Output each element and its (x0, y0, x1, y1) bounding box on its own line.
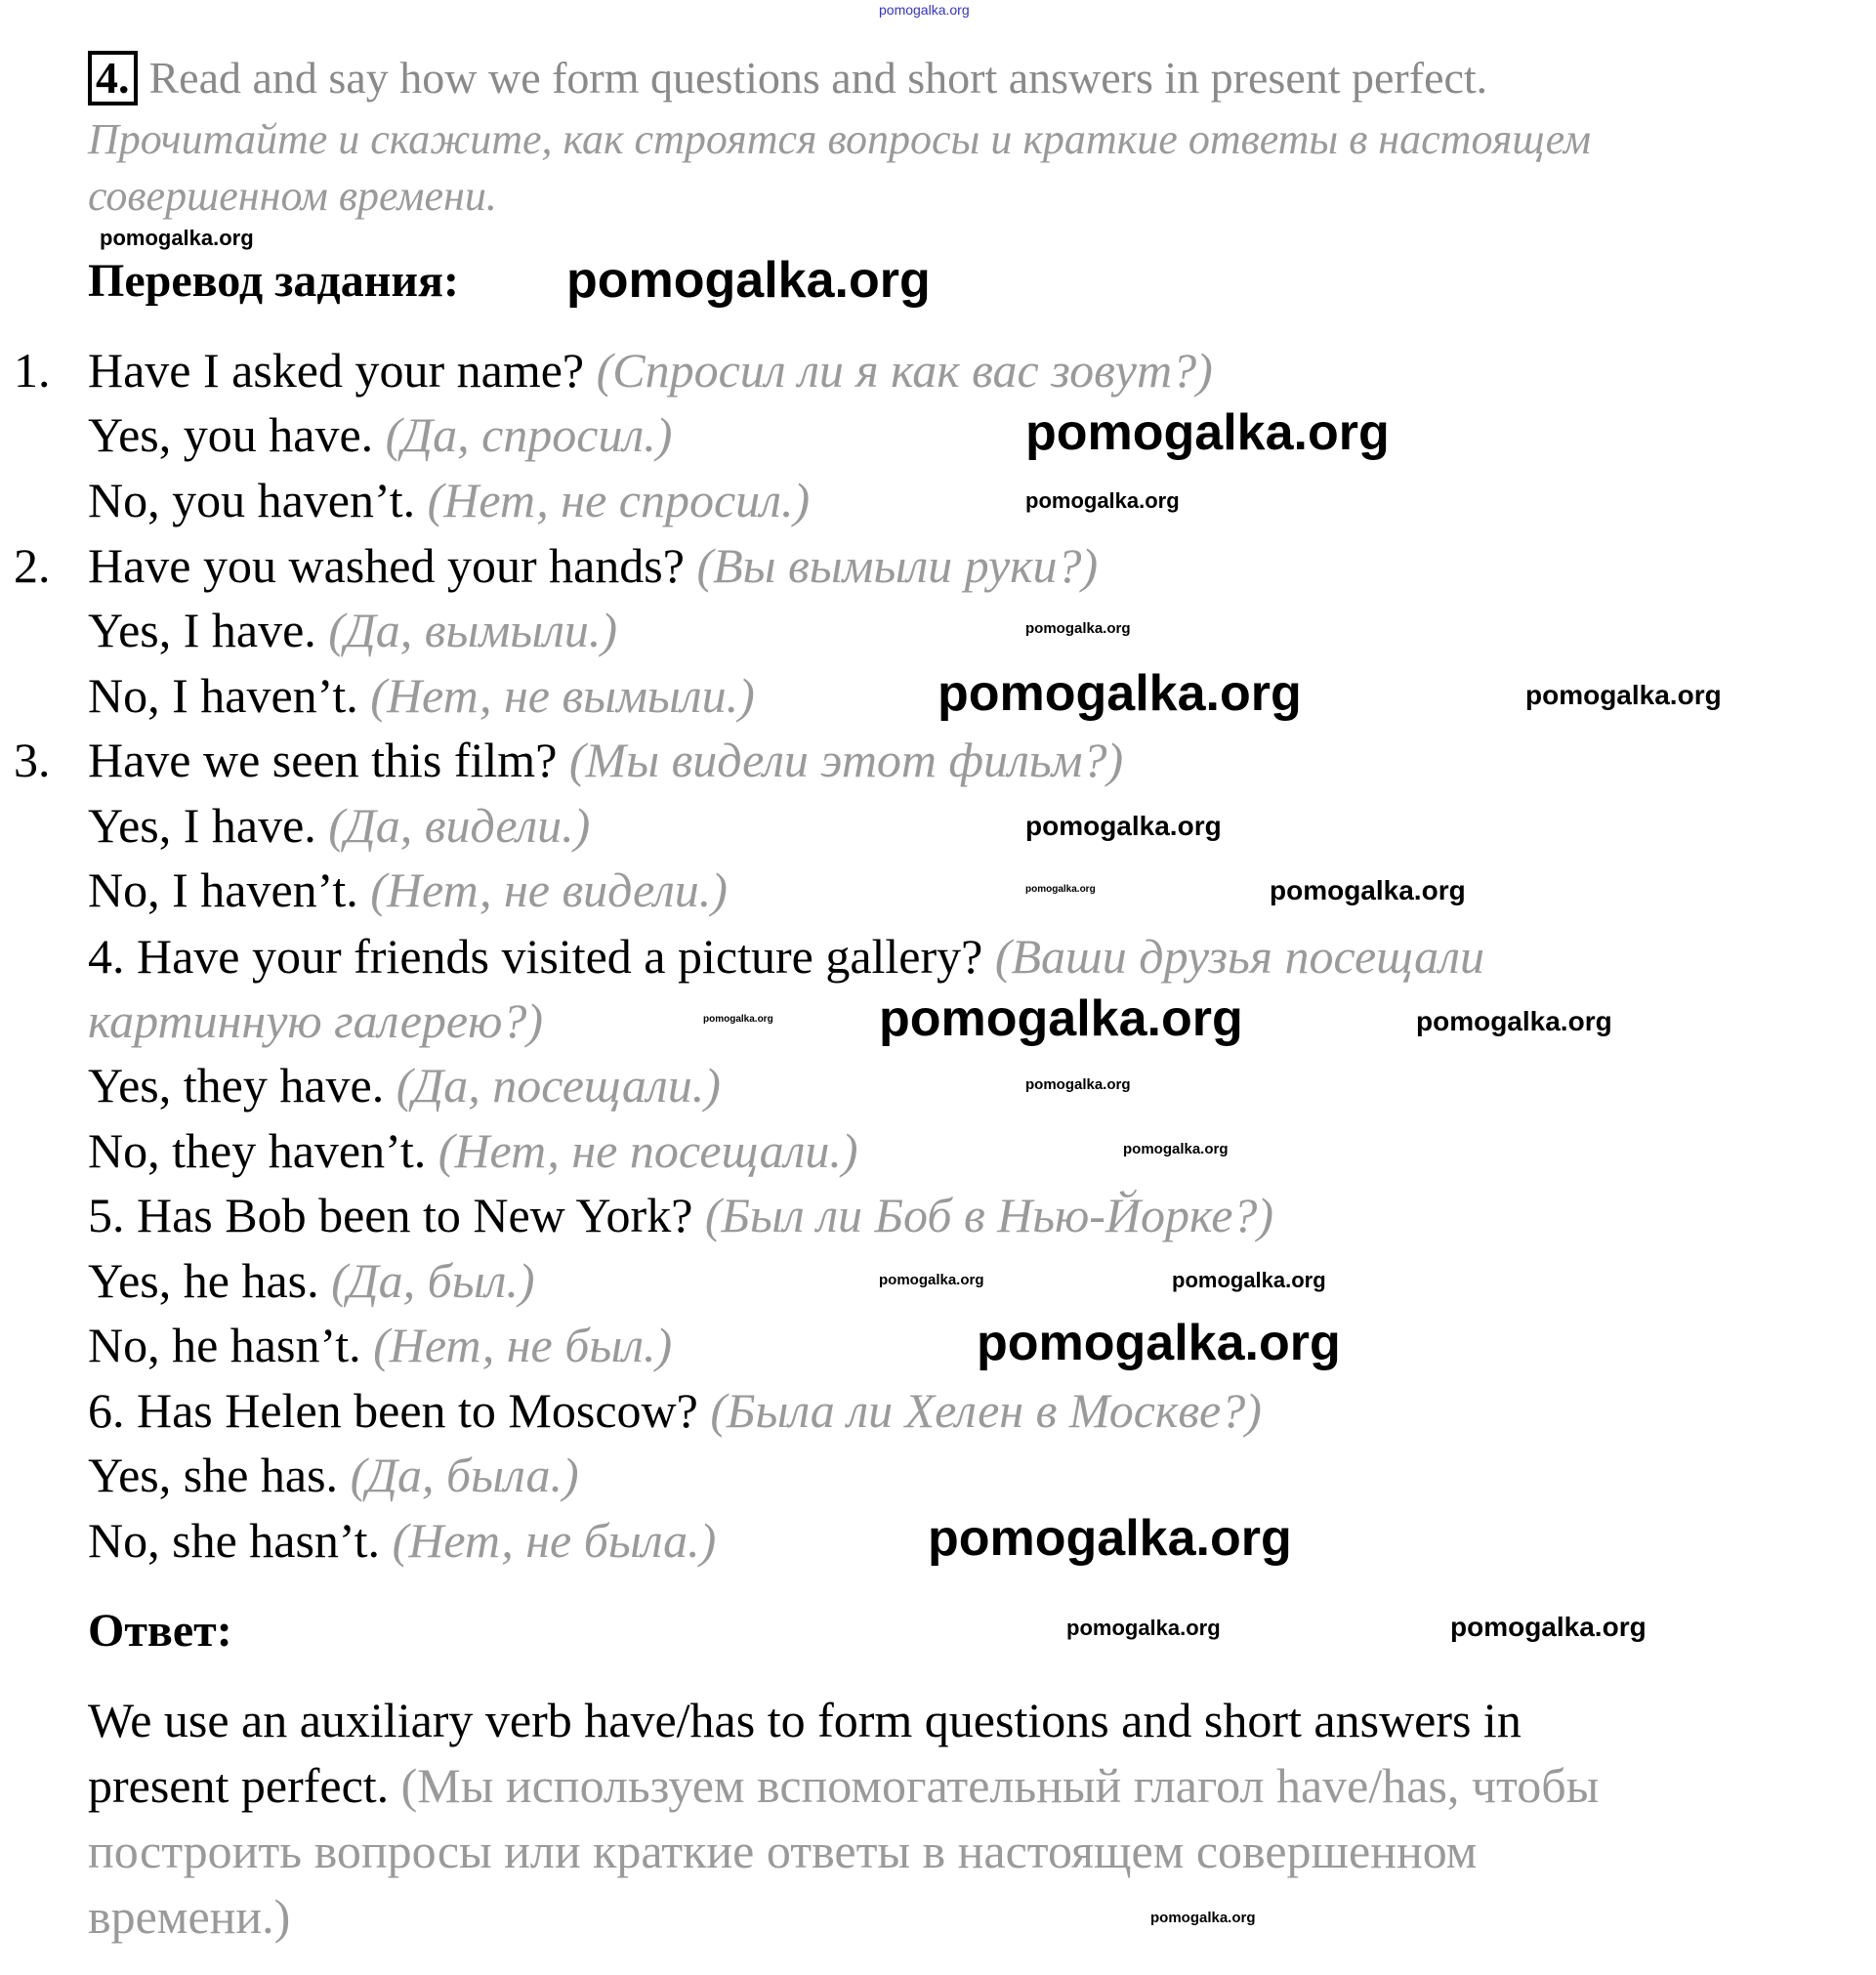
watermark: pomogalka.org (1150, 1910, 1256, 1926)
english-text: Yes, I have. (88, 603, 316, 657)
list-item (88, 793, 590, 858)
instruction-text: Read and say how we form questions and short answers in present perfect. (148, 53, 1488, 103)
english-text: Yes, she has. (88, 1448, 339, 1502)
watermark: pomogalka.org (977, 1315, 1341, 1371)
watermark: pomogalka.org (1025, 488, 1180, 513)
russian-text: (Нет, не спросил.) (427, 473, 811, 527)
english-text: No, she hasn’t. (88, 1513, 381, 1568)
russian-text: (Да, вымыли.) (328, 603, 618, 657)
list-item (88, 1118, 858, 1183)
english-text: 5. Has Bob been to New York? (88, 1188, 693, 1242)
russian-text: (Да, посещали.) (396, 1058, 721, 1113)
list-item (88, 468, 810, 532)
english-text: No, he hasn’t. (88, 1318, 361, 1372)
list-item (88, 1313, 672, 1377)
list-item (88, 338, 1213, 402)
english-text: Have we seen this film? (88, 733, 558, 787)
item-number: 1. (14, 343, 51, 398)
watermark: pomogalka.org (1450, 1612, 1647, 1642)
answer-line: построить вопросы или краткие ответы в настоящем совершенном (88, 1824, 1478, 1878)
watermark: pomogalka.org (1416, 1006, 1612, 1036)
russian-text: (Нет, не вымыли.) (370, 668, 755, 723)
russian-text: (Да, спросил.) (385, 407, 673, 462)
english-text: Yes, he has. (88, 1253, 319, 1308)
russian-text: (Ваши друзья посещали (994, 929, 1484, 984)
watermark: pomogalka.org (1025, 1076, 1131, 1093)
watermark: pomogalka.org (1025, 404, 1390, 461)
russian-text: (Да, видели.) (328, 798, 591, 853)
russian-text: (Да, была.) (350, 1448, 579, 1502)
answer-english: present perfect. (88, 1758, 390, 1813)
watermark: pomogalka.org (938, 665, 1302, 722)
watermark: pomogalka.org (879, 1272, 984, 1288)
english-text: No, they haven’t. (88, 1123, 427, 1178)
russian-text: (Нет, не была.) (392, 1513, 717, 1568)
english-text: Yes, you have. (88, 407, 374, 462)
item-number: 3. (14, 733, 51, 787)
english-text: No, I haven’t. (88, 862, 358, 917)
russian-text: картинную галерею?) (88, 993, 543, 1048)
watermark: pomogalka.org (1172, 1268, 1326, 1292)
russian-text: (Нет, не был.) (373, 1318, 673, 1372)
list-item (88, 728, 1123, 792)
watermark: pomogalka.org (1025, 620, 1131, 637)
list-item (88, 402, 672, 467)
list-item (88, 1053, 721, 1117)
watermark: pomogalka.org (1525, 680, 1722, 710)
english-text: 4. Have your friends visited a picture gallery? (88, 929, 983, 984)
task-number: 4. (88, 51, 138, 105)
item-number: 2. (14, 538, 51, 593)
instruction-ru-2: совершенном времени. (88, 172, 497, 220)
list-item (88, 1443, 579, 1507)
instruction-ru-1: Прочитайте и скажите, как строятся вопросы и краткие ответы в настоящем (88, 115, 1592, 163)
english-text: Yes, I have. (88, 798, 316, 853)
list-item (88, 988, 543, 1053)
russian-text: (Нет, не видели.) (370, 862, 728, 917)
watermark: pomogalka.org (1025, 884, 1096, 895)
watermark: pomogalka.org (1066, 1616, 1221, 1640)
watermark: pomogalka.org (879, 2, 970, 18)
list-item (88, 1378, 1262, 1443)
answer-heading: Ответ: (88, 1605, 232, 1657)
russian-text: (Нет, не посещали.) (438, 1123, 858, 1178)
answer-line: времени.) (88, 1889, 291, 1944)
russian-text: (Вы вымыли руки?) (696, 538, 1099, 593)
english-text: Yes, they have. (88, 1058, 385, 1113)
russian-text: (Мы видели этот фильм?) (568, 733, 1124, 787)
english-text: 6. Has Helen been to Moscow? (88, 1383, 698, 1438)
list-item (88, 533, 1098, 598)
watermark: pomogalka.org (703, 1014, 773, 1025)
task-instruction (88, 49, 1487, 107)
russian-text: (Была ли Хелен в Москве?) (710, 1383, 1262, 1438)
list-item (88, 924, 1484, 988)
english-text: No, I haven’t. (88, 668, 358, 723)
russian-text: (Спросил ли я как вас зовут?) (596, 343, 1213, 398)
answer-line: We use an auxiliary verb have/has to form questions and short answers in (88, 1693, 1522, 1747)
russian-text: (Был ли Боб в Нью-Йорке?) (704, 1188, 1274, 1242)
watermark: pomogalka.org (566, 252, 931, 309)
list-item (88, 858, 728, 922)
list-item (88, 1248, 535, 1313)
list-item (88, 598, 617, 662)
list-item (88, 663, 755, 728)
russian-text: (Да, был.) (331, 1253, 535, 1308)
list-item (88, 1508, 716, 1573)
answer-line (88, 1753, 1599, 1818)
english-text: Have I asked your name? (88, 343, 585, 398)
watermark: pomogalka.org (1270, 875, 1466, 905)
answer-russian: (Мы используем вспомогательный глагол have/has, чтобы (400, 1758, 1600, 1813)
watermark: pomogalka.org (100, 226, 254, 250)
watermark: pomogalka.org (928, 1510, 1292, 1567)
watermark: pomogalka.org (879, 990, 1243, 1047)
translation-heading: Перевод задания: (88, 255, 459, 307)
english-text: No, you haven’t. (88, 473, 416, 527)
list-item (88, 1183, 1273, 1247)
english-text: Have you washed your hands? (88, 538, 685, 593)
watermark: pomogalka.org (1123, 1141, 1229, 1157)
watermark: pomogalka.org (1025, 811, 1222, 841)
